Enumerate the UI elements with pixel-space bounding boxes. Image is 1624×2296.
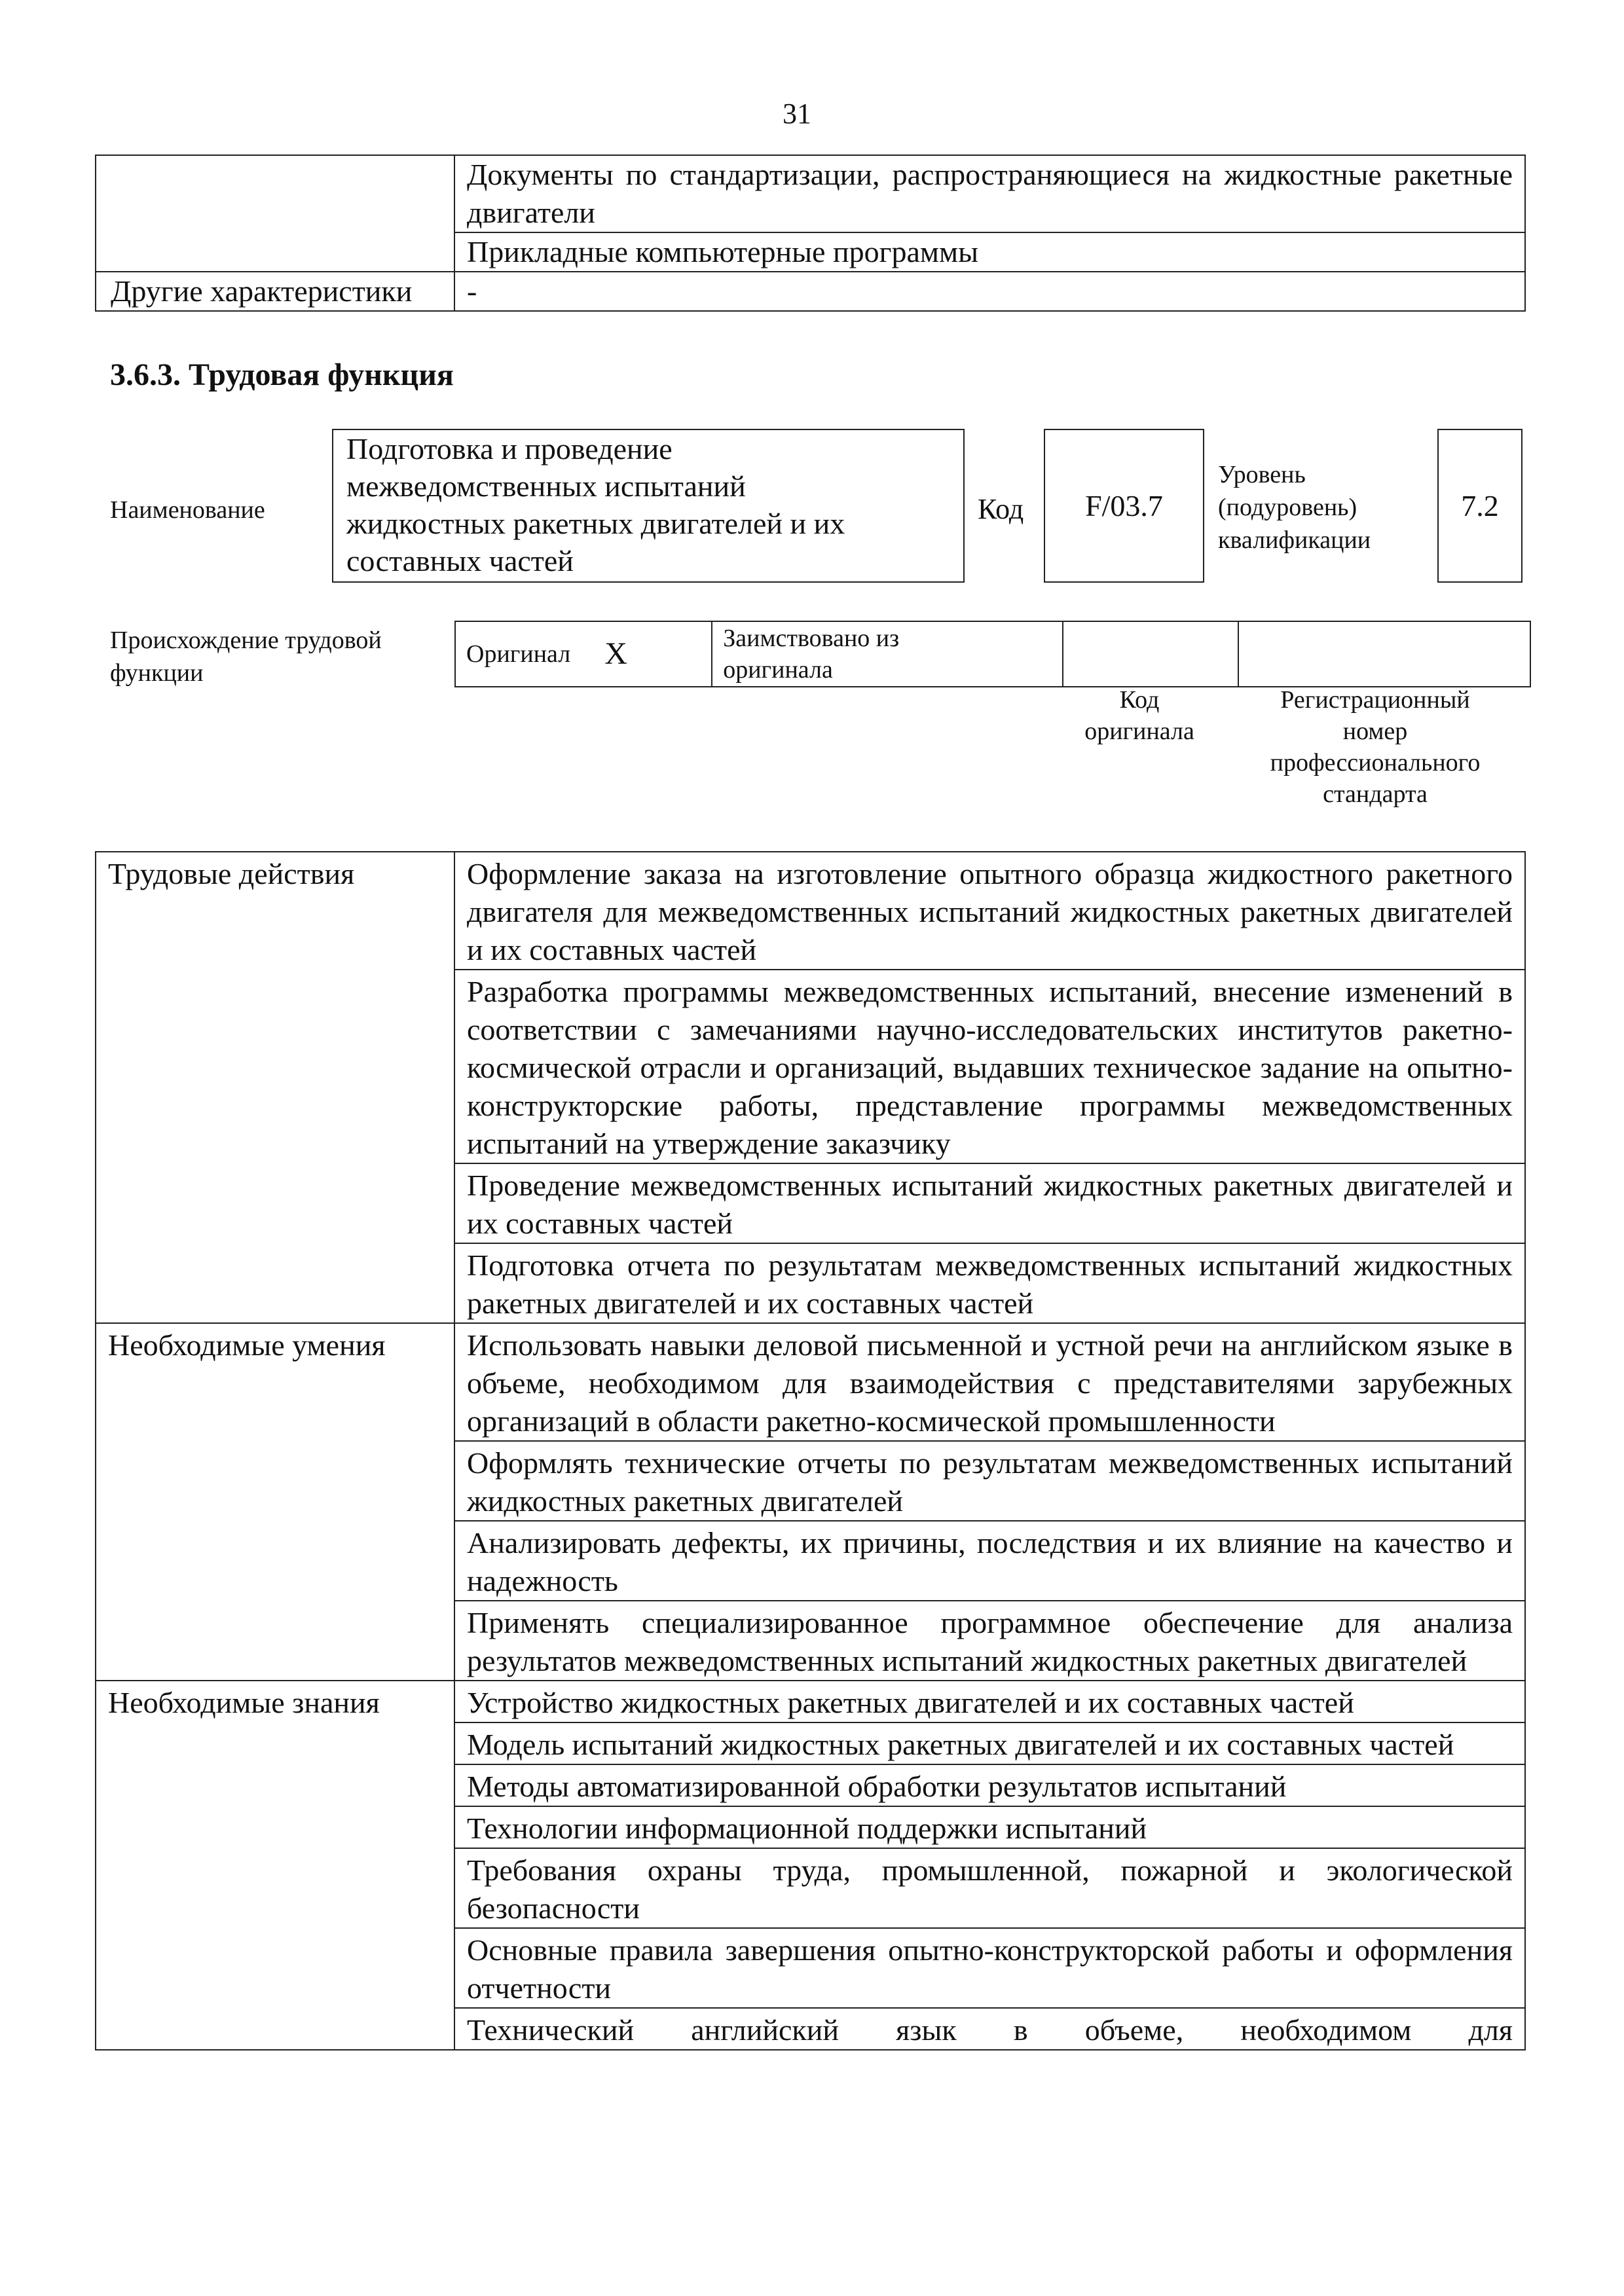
knowledge-item: Модель испытаний жидкостных ракетных двигателей и их составных частей — [454, 1722, 1525, 1764]
section-title: 3.6.3. Трудовая функция — [110, 357, 454, 392]
registration-caption — [1231, 684, 1519, 810]
level-label — [1218, 458, 1371, 556]
borrowed-label-line: Заимствовано из — [723, 625, 900, 652]
origin-label — [110, 624, 382, 689]
labor-action-item: Оформление заказа на изготовление опытного образца жидкостного ракетного двигателя для межведомственных испытаний жидкостных ракетных двигателей и их составных частей — [454, 852, 1525, 970]
page-number: 31 — [783, 98, 811, 130]
origin-code-cell — [1063, 621, 1238, 687]
knowledge-label: Необходимые знания — [96, 1681, 454, 2050]
knowledge-item: Устройство жидкостных ракетных двигателей и их составных частей — [454, 1681, 1525, 1722]
labor-actions-label: Трудовые действия — [96, 852, 454, 1323]
origin-table — [454, 621, 1531, 687]
name-line: жидкостных ракетных двигателей и их — [346, 507, 845, 540]
knowledge-item: Требования охраны труда, промышленной, пожарной и экологической безопасности — [454, 1848, 1525, 1928]
knowledge-item: Методы автоматизированной обработки результатов испытаний — [454, 1764, 1525, 1806]
caption-line: Регистрационный — [1280, 686, 1470, 714]
origin-label-line: Происхождение трудовой — [110, 627, 382, 654]
level-label-line: (подуровень) — [1218, 494, 1357, 521]
knowledge-item: Технический английский язык в объеме, необходимом для — [454, 2008, 1525, 2050]
name-line: составных частей — [346, 544, 574, 577]
name-value-box — [332, 429, 965, 583]
top-row-software: Прикладные компьютерные программы — [454, 232, 1525, 272]
borrowed-label-line: оригинала — [723, 656, 833, 683]
skill-item: Оформлять технические отчеты по результатам межведомственных испытаний жидкостных ракетных двигателей — [454, 1441, 1525, 1521]
skill-item: Использовать навыки деловой письменной и устной речи на английском языке в объеме, необходимом для взаимодействия с представителями зарубежных организаций в области ракетно-космической промышленности — [454, 1323, 1525, 1441]
level-label-line: квалификации — [1218, 526, 1371, 554]
empty-label-cell — [96, 155, 454, 272]
name-line: межведомственных испытаний — [346, 469, 746, 503]
knowledge-item: Основные правила завершения опытно-конструкторской работы и оформления отчетности — [454, 1928, 1525, 2008]
labor-action-item: Разработка программы межведомственных испытаний, внесение изменений в соответствии с замечаниями научно-исследовательских институтов ракетно-космической отрасли и организаций, выдавших техническое задание на опытно-конструкторские работы, представление программы межведомственных испытаний на утверждение заказчику — [454, 970, 1525, 1163]
caption-line: профессионального — [1270, 749, 1481, 776]
origin-reg-cell — [1238, 621, 1530, 687]
borrowed-label — [712, 621, 1063, 687]
knowledge-item: Технологии информационной поддержки испытаний — [454, 1806, 1525, 1848]
caption-line: Код — [1119, 686, 1160, 714]
skills-label: Необходимые умения — [96, 1323, 454, 1681]
other-characteristics-value: - — [454, 272, 1525, 311]
labor-action-item: Подготовка отчета по результатам межведомственных испытаний жидкостных ракетных двигателей и их составных частей — [454, 1243, 1525, 1323]
top-table — [95, 155, 1526, 312]
labor-action-item: Проведение межведомственных испытаний жидкостных ракетных двигателей и их составных частей — [454, 1163, 1525, 1243]
original-mark: X — [581, 621, 712, 687]
top-row-standards: Документы по стандартизации, распространяющиеся на жидкостные ракетные двигатели — [454, 155, 1525, 232]
caption-line: оригинала — [1084, 718, 1194, 745]
caption-line: стандарта — [1323, 780, 1428, 808]
code-caption — [1048, 684, 1231, 747]
main-table — [95, 851, 1526, 2050]
level-value: 7.2 — [1437, 429, 1522, 583]
origin-label-line: функции — [110, 659, 204, 687]
level-label-line: Уровень — [1218, 461, 1306, 488]
skill-item: Применять специализированное программное обеспечение для анализа результатов межведомственных испытаний жидкостных ракетных двигателей — [454, 1601, 1525, 1681]
code-value: F/03.7 — [1044, 429, 1204, 583]
name-line: Подготовка и проведение — [346, 432, 673, 465]
name-label: Наименование — [110, 496, 265, 524]
other-characteristics-label: Другие характеристики — [96, 272, 454, 311]
caption-line: номер — [1342, 718, 1408, 745]
original-label: Оригинал — [455, 621, 581, 687]
skill-item: Анализировать дефекты, их причины, последствия и их влияние на качество и надежность — [454, 1521, 1525, 1601]
code-label: Код — [978, 493, 1024, 525]
